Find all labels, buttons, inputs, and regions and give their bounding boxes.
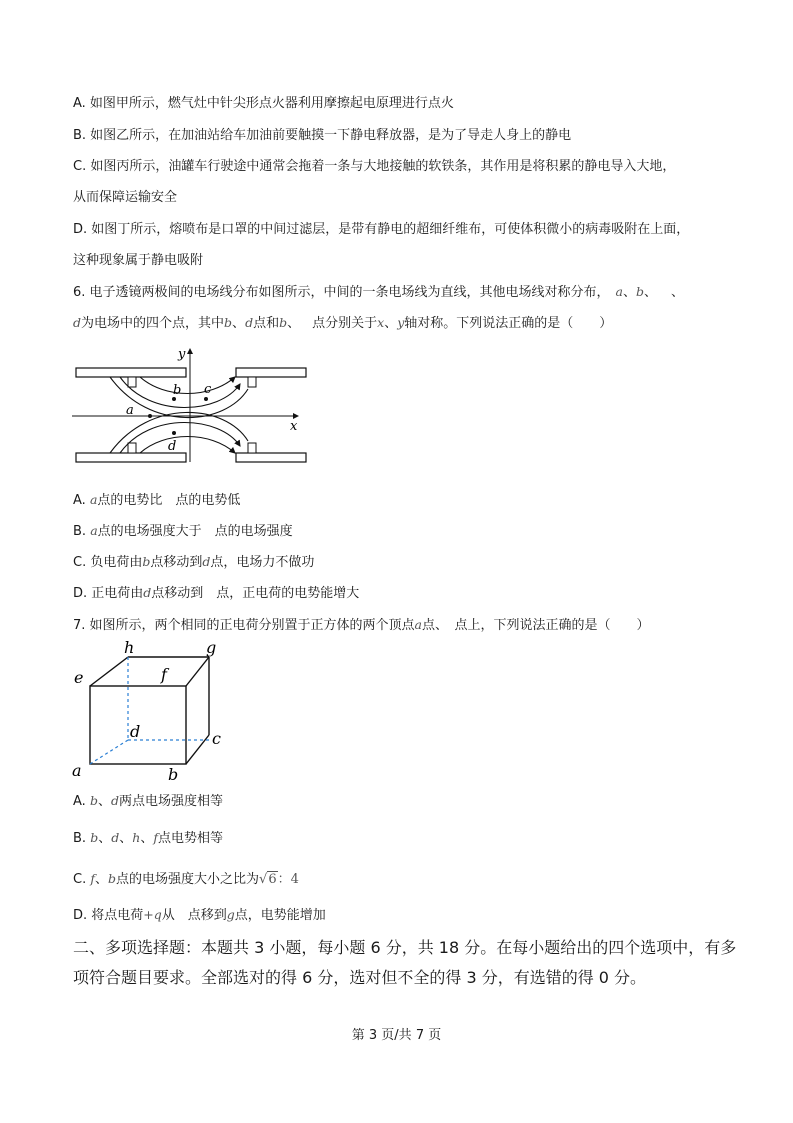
top-left-plate [76, 368, 186, 377]
q6-option-a: A. a点的电势比 点的电势低 [73, 492, 241, 508]
point-a [148, 414, 152, 418]
q6-electron-lens-figure [70, 344, 310, 464]
label-c: c [204, 382, 212, 397]
point-d [172, 431, 176, 435]
label-d: d [130, 722, 141, 741]
q7-stem: 7. 如图所示，两个相同的正电荷分别置于正方体的两个顶点a点、 点上，下列说法正确的是（ ） [73, 617, 650, 633]
section2-heading-line2: 项符合题目要求。全部选对的得 6 分，选对但不全的得 3 分，有选错的得 0 分。 [73, 968, 647, 987]
q5-option-c-line2: 从而保障运输安全 [73, 190, 178, 205]
point-c [204, 397, 208, 401]
bottom-left-plate [76, 453, 186, 462]
sqrt-six: √6 [259, 872, 277, 887]
q6-option-c: C. 负电荷由b点移动到d点，电场力不做功 [73, 554, 315, 570]
label-d: d [168, 439, 177, 454]
q5-option-a: A. 如图甲所示，燃气灶中针尖形点火器利用摩擦起电原理进行点火 [73, 96, 454, 111]
q5-option-d-line1: D. 如图丁所示，熔喷布是口罩的中间过滤层，是带有静电的超细纤维布，可使体积微小的病毒吸附在上面， [73, 222, 690, 237]
q6-option-d: D. 正电荷由d点移动到 点，正电荷的电势能增大 [73, 585, 360, 601]
q5-option-c-line1: C. 如图丙所示，油罐车行驶途中通常会拖着一条与大地接触的软铁条，其作用是将积累的静电导入大地， [73, 159, 676, 174]
q7-option-b: B. b、d、h、f点电势相等 [73, 830, 223, 846]
label-f: f [161, 665, 167, 684]
bottom-right-plate [236, 453, 306, 462]
q5-option-d-line2: 这种现象属于静电吸附 [73, 253, 204, 268]
label-b: b [173, 383, 182, 398]
q6-option-b: B. a点的电场强度大于 点的电场强度 [73, 523, 293, 539]
top-right-plate [236, 368, 306, 377]
label-a: a [72, 761, 82, 780]
label-a: a [126, 403, 134, 418]
q6-stem-line2: d为电场中的四个点，其中b、d点和b、 点分别关于x、y轴对称。下列说法正确的是（ ） [73, 315, 613, 331]
q6-stem-line1: 6. 电子透镜两极间的电场线分布如图所示，中间的一条电场线为直线，其他电场线对称分布， a、b、 、 [73, 284, 685, 300]
label-b: b [168, 765, 179, 784]
label-g: g [206, 640, 217, 657]
q7-cube-figure [68, 640, 238, 785]
label-c: c [212, 729, 221, 748]
page-footer: 第 3 页/共 7 页 [351, 1028, 442, 1043]
label-y: y [178, 347, 186, 362]
label-h: h [124, 640, 135, 657]
label-e: e [74, 668, 84, 687]
q7-option-c: C. f、b点的电场强度大小之比为√6：4 [73, 871, 299, 887]
q7-option-a: A. b、d两点电场强度相等 [73, 793, 223, 809]
label-x: x [290, 419, 298, 434]
q5-option-b: B. 如图乙所示，在加油站给车加油前要触摸一下静电释放器，是为了导走人身上的静电 [73, 128, 572, 143]
q7-option-d: D. 将点电荷+q从 点移到g点，电势能增加 [73, 907, 326, 923]
section2-heading-line1: 二、多项选择题：本题共 3 小题，每小题 6 分，共 18 分。在每小题给出的四个选项中，有多 [73, 938, 737, 957]
